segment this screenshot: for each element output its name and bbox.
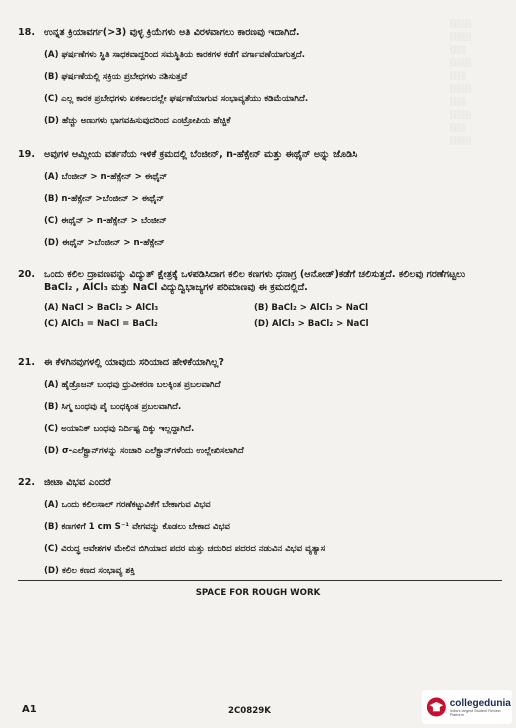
option-a: (A) ಒಂದು ಕಲಿಲಸಾಲ್ ಗರಣೆಕಟ್ಟುವಿಕೆಗೆ ಬೇಕಾಗುವ ವಿಭವ	[44, 500, 211, 510]
option-c: (C) ಎಲ್ಲ ಕಾರಕ ಪ್ರಬೇಧಗಳು ಏಕಕಾಲದಲ್ಲೇ ಘರ್ಷಣೆಯಾಗುವ ಸಂಭಾವ್ಯತೆಯು ಕಡಿಮೆಯಾಗಿದೆ.	[44, 94, 309, 104]
option-d: (D) ಈಥೈನ್ >ಬೆಂಜೀನ್ > n-ಹೆಕ್ಸೇನ್	[44, 238, 165, 248]
question-20	[18, 268, 488, 330]
option-a: (A) ಘರ್ಷಣೆಗಳು ಸ್ಥಿತಿ ಸಾಧಕವಾದ್ದರಿಂದ ಸಮಸ್ಥಿತಿಯ ಕಾರಕಗಳ ಕಡೆಗೆ ವರ್ಗಾವಣೆಯಾಗುತ್ತದೆ.	[44, 50, 306, 60]
bleed-through-text: ░░░░ ░░░░ ░░░ ░░░░ ░░░ ░░░░ ░░░ ░░░░ ░░░ ░░░░	[450, 20, 472, 145]
question-text: ಈ ಕೆಳಗಿನವುಗಳಲ್ಲಿ ಯಾವುದು ಸರಿಯಾದ ಹೇಳಿಕೆಯಾಗಿಲ್ಲ?	[44, 357, 224, 368]
question-18	[18, 26, 488, 127]
question-number: 22.	[18, 477, 35, 488]
rough-work-label: SPACE FOR ROUGH WORK	[195, 588, 321, 598]
question-text: ಜೀಟಾ ವಿಭವ ಎಂದರೆ	[44, 477, 111, 488]
option-a: (A) ಹೈಡ್ರೊಜನ್ ಬಂಧವು ಧ್ರುವೀಕರಣ ಬಲಕ್ಕಿಂತ ಪ್ರಬಲವಾಗಿದೆ	[44, 380, 221, 390]
option-d: (D) ಕಲಿಲ ಕಣದ ಸಂಭಾವ್ಯ ಶಕ್ತಿ	[44, 566, 135, 576]
question-number: 18.	[18, 27, 35, 38]
question-number: 21.	[18, 357, 35, 368]
option-b: (B) n-ಹೆಕ್ಸೇನ್ >ಬೆಂಜೀನ್ > ಈಥೈನ್	[44, 194, 165, 204]
option-b: (B) ಕಣಗಳಿಗೆ 1 cm S⁻¹ ವೇಗವನ್ನು ಕೊಡಲು ಬೇಕಾದ ವಿಭವ	[44, 522, 230, 532]
graduate-icon	[426, 696, 447, 718]
logo-name: collegedunia	[449, 697, 511, 709]
paper-code: 2C0829K	[228, 706, 271, 716]
question-text: ಒಂದು ಕಲಿಲ ದ್ರಾವಣವನ್ನು ವಿದ್ಯುತ್ ಕ್ಷೇತ್ರಕ್ಕೆ ಒಳಪಡಿಸಿದಾಗ ಕಲಿಲ ಕಣಗಳು ಧನಾಗ್ರ (ಆನೋಡ್)ಕಡೆಗೆ ಚಲಿಸುತ್ತದೆ. ಕಲಿಲವು ಗರಣೆಗಟ್ಟಲು BaCl₂ , AlCl₃ ಮತ್ತು NaCl ವಿದ್ಯುದ್ವಿಭಾಜ್ಯಗಳ ಪರಿಮಾಣವು ಈ ಕ್ರಮದಲ್ಲಿದೆ.	[44, 269, 466, 293]
question-21	[18, 356, 488, 457]
option-c: (C) ವಿರುದ್ಧ ಆವೇಶಗಳ ಮೇಲಿನ ಬಿಗಿಯಾದ ಪದರ ಮತ್ತು ಚದುರಿದ ಪದರದ ನಡುವಿನ ವಿಭವ ವ್ಯತ್ಯಾಸ	[44, 544, 326, 554]
option-c: (C) ಅಯಾನಿಕ್ ಬಂಧವು ನಿರ್ದಿಷ್ಟ ದಿಕ್ಕು ಇಲ್ಲದ್ದಾಗಿದೆ.	[44, 424, 195, 434]
options-grid	[44, 302, 488, 330]
option-a: (A) NaCl > BaCl₂ > AlCl₃	[44, 303, 159, 313]
option-c: (C) ಈಥೈನ್ > n-ಹೆಕ್ಸೇನ್ > ಬೆಂಜೀನ್	[44, 216, 167, 226]
question-19	[18, 148, 488, 249]
option-c: (C) AlCl₃ = NaCl = BaCl₂	[44, 319, 158, 329]
question-text: ಉನ್ನತ ಕ್ರಿಯಾವರ್ಗ(>3) ವುಳ್ಳ ಕ್ರಿಯೆಗಳು ಅತಿ ವಿರಳವಾಗಲು ಕಾರಣವು ಇದಾಗಿದೆ.	[44, 27, 300, 38]
option-d: (D) σ-ಎಲೆಕ್ಟ್ರಾನ್‌ಗಳನ್ನು ಸಂಚಾರಿ ಎಲೆಕ್ಟ್ರಾನ್‌ಗಳೆಂದು ಉಲ್ಲೇಖಿಸಲಾಗಿದೆ	[44, 446, 244, 456]
question-number: 20.	[18, 269, 35, 280]
option-b: (B) ಸಿಗ್ಮ ಬಂಧವು ಪೈ ಬಂಧಕ್ಕಿಂತ ಪ್ರಬಲವಾಗಿದೆ.	[44, 402, 182, 412]
set-code: A1	[22, 704, 37, 715]
option-a: (A) ಬೆಂಜೀನ್ > n-ಹೆಕ್ಸೇನ್ > ಈಥೈನ್	[44, 172, 168, 182]
option-b: (B) BaCl₂ > AlCl₃ > NaCl	[254, 303, 368, 313]
question-number: 19.	[18, 149, 35, 160]
logo-tagline: India's largest Student Review Platform	[449, 708, 501, 717]
collegedunia-logo	[422, 690, 512, 724]
question-22	[18, 476, 488, 577]
option-b: (B) ಘರ್ಷಣೆಯಲ್ಲಿ ಸಕ್ರಿಯ ಪ್ರಬೇಧಗಳು ನಶಿಸುತ್ತವೆ	[44, 72, 188, 82]
question-text: ಅವುಗಳ ಆಮ್ಲೀಯ ವರ್ತನೆಯ ಇಳಿಕೆ ಕ್ರಮದಲ್ಲಿ ಬೆಂಜೀನ್, n-ಹೆಕ್ಸೇನ್ ಮತ್ತು ಈಥೈನ್ ಅನ್ನು ಜೊಡಿಸಿ	[44, 149, 358, 160]
divider	[18, 580, 502, 581]
option-d: (D) AlCl₃ > BaCl₂ > NaCl	[254, 319, 369, 329]
option-d: (D) ಹೆಚ್ಚು ಅಣುಗಳು ಭಾಗವಹಿಸುವುದರಿಂದ ಎಂಟ್ರೋಪಿಯ ಹೆಚ್ಚಿಕೆ	[44, 116, 231, 126]
